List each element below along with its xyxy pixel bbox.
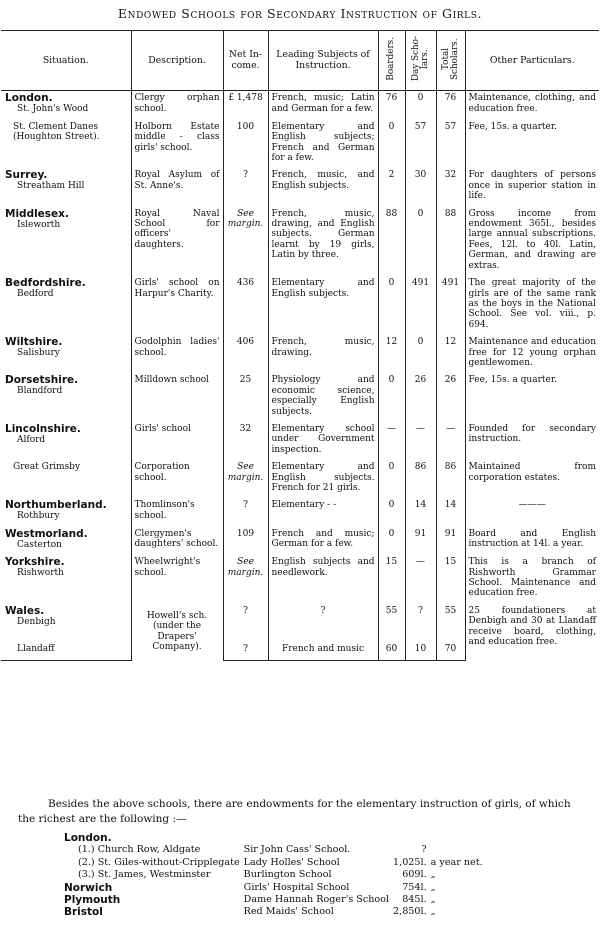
list-london-heading: London. (64, 832, 112, 844)
other-particulars-cell: Fee, 15s. a quarter. (465, 373, 599, 422)
subjects-cell: French, music, drawing, and English subjects. German learnt by 19 girls, Latin by three. (268, 207, 378, 276)
table-row (1, 276, 599, 335)
total-scholars-cell: 26 (436, 373, 465, 422)
header-total-scholars: Total Scholars. (436, 31, 465, 91)
other-particulars-cell: Gross income from endowment 365l., besides large annual subscriptions. Fees, 12l. to 40l. Latin, German, and drawing are extras. (465, 207, 599, 276)
total-scholars-cell: 88 (436, 207, 465, 276)
other-particulars-cell: Fee, 15s. a quarter. (465, 120, 599, 169)
net-income-cell: See margin. (223, 460, 268, 498)
town-name: St. Clement Danes (Houghton Street). (13, 121, 100, 143)
day-scholars-cell: — (405, 555, 436, 604)
endowment-place: Norwich (64, 881, 113, 894)
description-cell: Holborn Estate middle - class girls' school. (131, 120, 223, 169)
endowment-school: Dame Hannah Roger's School (243, 894, 390, 906)
endowment-place: (3.) St. James, Westminster (78, 869, 211, 881)
endowment-amount: 2,850l. (393, 906, 427, 918)
boarders-cell: 0 (378, 276, 405, 335)
endowment-unit: „ (430, 906, 436, 918)
description-cell: Godolphin ladies' school. (131, 335, 223, 373)
situation-cell (1, 604, 131, 632)
header-day-scholars: Day Scho-lars. (405, 31, 436, 91)
subjects-cell: Elementary and English subjects. (268, 276, 378, 335)
county-name: Wales. (5, 604, 45, 617)
table-row (1, 460, 599, 498)
other-particulars-cell: 25 foundationers at Denbigh and 30 at Llandaff receive board, clothing, and education free. (465, 604, 599, 660)
page-title: Endowed Schools for Secondary Instruction of Girls. (117, 6, 483, 21)
header-row (1, 31, 599, 91)
situation-cell (1, 555, 131, 604)
description-cell: Milldown school (131, 373, 223, 422)
total-scholars-cell: — (436, 422, 465, 460)
town-name: Casterton (17, 539, 62, 550)
net-income-cell: 25 (223, 373, 268, 422)
list-item (64, 844, 487, 856)
county-name: Surrey. (5, 169, 48, 182)
schools-table (1, 30, 599, 661)
total-scholars-cell: 70 (436, 632, 465, 660)
other-particulars-cell: Maintenance, clothing, and education free. (465, 91, 599, 120)
table-row (1, 91, 599, 120)
boarders-cell: — (378, 422, 405, 460)
subjects-cell: Elementary - - (268, 498, 378, 526)
description-cell: Clergymen's daughters' school. (131, 527, 223, 555)
total-scholars-cell: 491 (436, 276, 465, 335)
description-cell: Girls' school (131, 422, 223, 460)
total-scholars-cell: 32 (436, 168, 465, 206)
table-row (1, 335, 599, 373)
subjects-cell: Elementary and English subjects. French for 21 girls. (268, 460, 378, 498)
total-scholars-cell: 12 (436, 335, 465, 373)
boarders-cell: 15 (378, 555, 405, 604)
situation-cell (1, 373, 131, 422)
county-name: Lincolnshire. (5, 422, 81, 435)
day-scholars-cell: — (405, 422, 436, 460)
subjects-cell: French and music; German for a few. (268, 527, 378, 555)
day-scholars-cell: ? (405, 604, 436, 632)
description-cell: Howell's sch. (under the Drapers' Company). (131, 604, 223, 660)
town-name: Isleworth (17, 219, 61, 230)
endowment-amount: 609l. (402, 869, 427, 881)
county-name: Wiltshire. (5, 336, 63, 349)
boarders-cell: 88 (378, 207, 405, 276)
other-particulars-cell: The great majority of the girls are of the same rank as the boys in the National School. See vol. viii., p. 694. (465, 276, 599, 335)
county-name: Yorkshire. (5, 556, 65, 569)
description-cell: Wheelwright's school. (131, 555, 223, 604)
endowment-unit (431, 844, 487, 856)
header-subjects: Leading Subjects of Instruction. (268, 31, 378, 91)
other-particulars-cell: This is a branch of Rishworth Grammar School. Maintenance and education free. (465, 555, 599, 604)
table-row (1, 498, 599, 526)
endowment-school: Lady Holles' School (243, 856, 340, 868)
situation-cell (1, 527, 131, 555)
total-scholars-cell: 57 (436, 120, 465, 169)
footnote: Besides the above schools, there are endowments for the elementary instruction of girls, of which the richest are the following :— (18, 798, 571, 825)
day-scholars-cell: 14 (405, 498, 436, 526)
other-particulars-cell: Board and English instruction at 14l. a year. (465, 527, 599, 555)
town-name: Streatham Hill (17, 181, 85, 192)
subjects-cell: French, music, and English subjects. (268, 168, 378, 206)
boarders-cell: 0 (378, 527, 405, 555)
subjects-cell: Elementary and English subjects; French and German for a few. (268, 120, 378, 169)
subjects-cell: English subjects and needlework. (268, 555, 378, 604)
description-cell: Thomlinson's school. (131, 498, 223, 526)
town-name: St. John's Wood (17, 104, 89, 115)
endowment-place: (2.) St. Giles-without-Cripplegate (78, 856, 240, 868)
day-scholars-cell: 57 (405, 120, 436, 169)
net-income-cell: ? (223, 498, 268, 526)
endowment-school: Burlington School (243, 869, 332, 881)
endowment-amount: 1,025l. (393, 856, 427, 868)
county-name: Middlesex. (5, 207, 69, 220)
endowment-school: Sir John Cass' School. (243, 844, 351, 856)
county-name: Dorsetshire. (5, 374, 79, 387)
county-name: London. (5, 92, 53, 105)
other-particulars-cell: For daughters of persons once in superior station in life. (465, 168, 599, 206)
subjects-cell: French, music, drawing. (268, 335, 378, 373)
situation-cell (1, 498, 131, 526)
description-cell: Royal Naval School for officers' daughters. (131, 207, 223, 276)
town-name: Alford (17, 434, 46, 445)
situation-cell (1, 632, 131, 660)
endowment-school: Red Maids' School (243, 906, 334, 918)
description-cell: Clergy orphan school. (131, 91, 223, 120)
table-row (1, 422, 599, 460)
net-income-cell: 406 (223, 335, 268, 373)
day-scholars-cell: 0 (405, 207, 436, 276)
endowment-place: Plymouth (64, 894, 121, 907)
county-name: Westmorland. (5, 527, 88, 540)
list-item (64, 869, 487, 881)
day-scholars-cell: 30 (405, 168, 436, 206)
day-scholars-cell: 26 (405, 373, 436, 422)
day-scholars-cell: 0 (405, 91, 436, 120)
total-scholars-cell: 14 (436, 498, 465, 526)
table-row (1, 527, 599, 555)
table-row (1, 207, 599, 276)
net-income-cell: ? (223, 604, 268, 632)
boarders-cell: 0 (378, 120, 405, 169)
net-income-cell: 32 (223, 422, 268, 460)
elementary-endowments-list (64, 832, 487, 919)
boarders-cell: 0 (378, 373, 405, 422)
boarders-cell: 12 (378, 335, 405, 373)
town-name: Rothbury (17, 511, 60, 522)
endowment-amount: 754l. (402, 881, 427, 893)
subjects-cell: French and music (268, 632, 378, 660)
net-income-cell: ? (223, 632, 268, 660)
list-item (64, 882, 487, 894)
table-row (1, 120, 599, 169)
net-income-cell: ? (223, 168, 268, 206)
endowment-amount: 845l. (402, 894, 427, 906)
header-other: Other Particulars. (465, 31, 599, 91)
subjects-cell: ? (268, 604, 378, 632)
header-net-income: Net In-come. (223, 31, 268, 91)
description-cell: Royal Asylum of St. Anne's. (131, 168, 223, 206)
town-name: Great Grimsby (13, 462, 81, 473)
town-name: Llandaff (17, 644, 55, 655)
table-row (1, 604, 599, 632)
total-scholars-cell: 76 (436, 91, 465, 120)
endowment-unit: „ (430, 881, 436, 893)
situation-cell (1, 276, 131, 335)
list-item (64, 857, 487, 869)
net-income-cell: See margin. (223, 555, 268, 604)
boarders-cell: 55 (378, 604, 405, 632)
header-description: Description. (131, 31, 223, 91)
situation-cell (1, 335, 131, 373)
situation-cell (1, 460, 131, 498)
day-scholars-cell: 86 (405, 460, 436, 498)
total-scholars-cell: 55 (436, 604, 465, 632)
net-income-cell: £ 1,478 (223, 91, 268, 120)
county-name: Northumberland. (5, 499, 107, 512)
table-row (1, 168, 599, 206)
other-particulars-cell: Maintained from corporation estates. (465, 460, 599, 498)
situation-cell (1, 207, 131, 276)
boarders-cell: 2 (378, 168, 405, 206)
town-name: Denbigh (17, 616, 56, 627)
table-row (1, 555, 599, 604)
day-scholars-cell: 0 (405, 335, 436, 373)
other-particulars-cell: Founded for secondary instruction. (465, 422, 599, 460)
town-name: Rishworth (17, 568, 64, 579)
endowment-unit: „ (430, 894, 436, 906)
town-name: Bedford (17, 289, 54, 300)
situation-cell (1, 168, 131, 206)
day-scholars-cell: 91 (405, 527, 436, 555)
subjects-cell: Physiology and economic science, especially English subjects. (268, 373, 378, 422)
endowment-unit: „ (430, 869, 436, 881)
boarders-cell: 60 (378, 632, 405, 660)
town-name: Blandford (17, 386, 63, 397)
situation-cell (1, 422, 131, 460)
subjects-cell: Elementary school under Government inspection. (268, 422, 378, 460)
net-income-cell: 436 (223, 276, 268, 335)
net-income-cell: See margin. (223, 207, 268, 276)
day-scholars-cell: 10 (405, 632, 436, 660)
header-boarders: Boarders. (378, 31, 405, 91)
subjects-cell: French, music; Latin and German for a few. (268, 91, 378, 120)
endowment-place: Bristol (64, 906, 103, 919)
table-row (1, 373, 599, 422)
total-scholars-cell: 86 (436, 460, 465, 498)
total-scholars-cell: 91 (436, 527, 465, 555)
town-name: Salisbury (17, 348, 60, 359)
endowment-place: (1.) Church Row, Aldgate (78, 844, 201, 856)
list-item (64, 894, 487, 906)
description-cell: Girls' school on Harpur's Charity. (131, 276, 223, 335)
boarders-cell: 0 (378, 498, 405, 526)
endowment-unit: a year net. (430, 856, 483, 868)
other-particulars-cell: ——— (465, 498, 599, 526)
day-scholars-cell: 491 (405, 276, 436, 335)
boarders-cell: 76 (378, 91, 405, 120)
net-income-cell: 109 (223, 527, 268, 555)
list-item (64, 906, 487, 918)
endowment-school: Girls' Hospital School (243, 881, 350, 893)
situation-cell (1, 120, 131, 169)
description-cell: Corporation school. (131, 460, 223, 498)
endowment-amount: ? (421, 844, 427, 856)
boarders-cell: 0 (378, 460, 405, 498)
situation-cell (1, 91, 131, 120)
total-scholars-cell: 15 (436, 555, 465, 604)
other-particulars-cell: Maintenance and education free for 12 young orphan gentlewomen. (465, 335, 599, 373)
net-income-cell: 100 (223, 120, 268, 169)
header-situation: Situation. (1, 31, 131, 91)
county-name: Bedfordshire. (5, 277, 86, 290)
